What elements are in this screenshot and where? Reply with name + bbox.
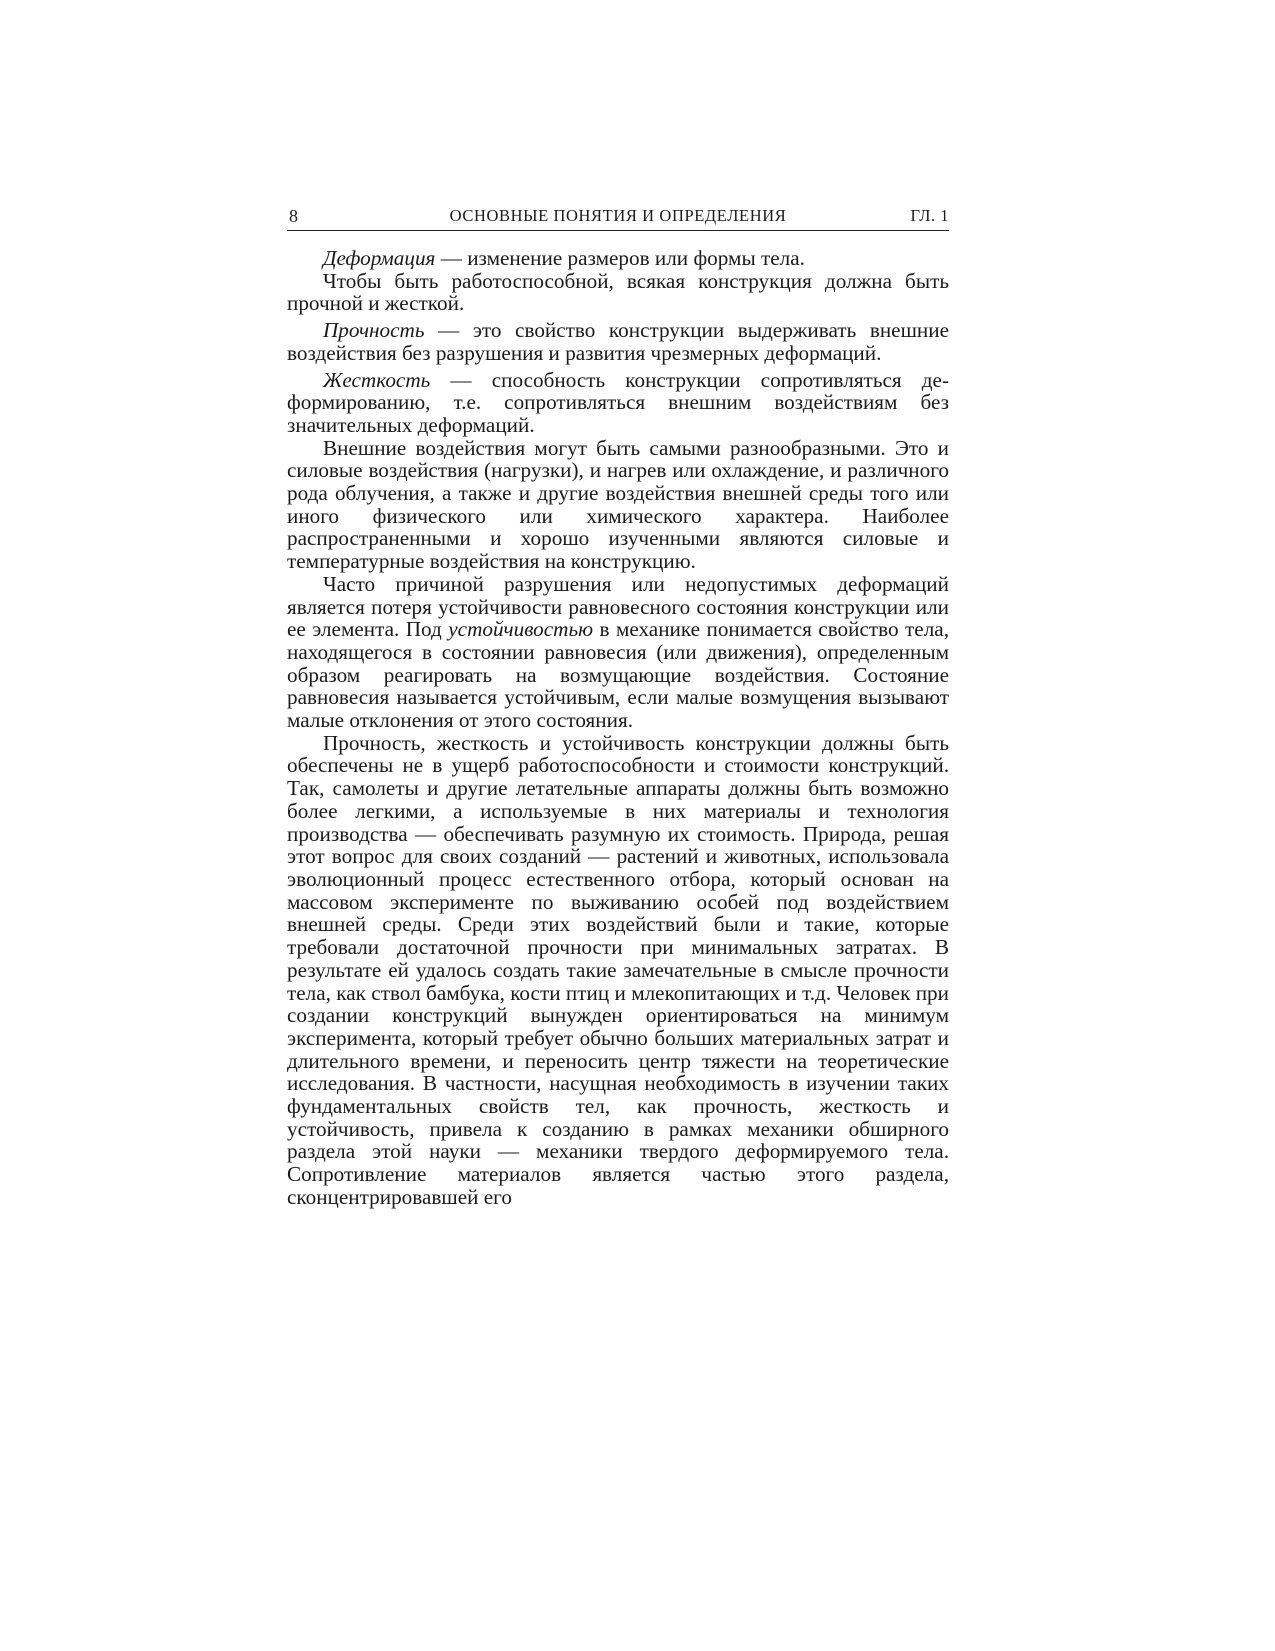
paragraph-deformation (287, 247, 949, 270)
paragraph-stability (287, 573, 949, 732)
paragraph-text: Чтобы быть работоспособной, всякая конструкция должна быть прочной и жесткой. (287, 268, 949, 316)
paragraph-text: — это свойство конструкции выдерживать внешние воздействия без разрушения и развития чрезмерных деформаций. (287, 318, 949, 365)
paragraph-strength (287, 319, 949, 364)
term-stiffness: Жесткость (323, 367, 431, 392)
paragraph-design-requirements (287, 732, 949, 1209)
paragraph-external-effects (287, 437, 949, 573)
paragraph-stiffness (287, 369, 949, 437)
paragraph-workability (287, 270, 949, 315)
paragraph-text: Внешние воздействия могут быть самыми разнообразными. Это и силовые воздействия (нагрузки), и нагрев или охлаждение, и различного рода облучения, а также и другие воздействия внешней среды того или иного физического или химического характера. Наиболее распространенными и хорошо изученными являются силовые и температурные воздействия на конструкцию. (287, 435, 949, 574)
chapter-title: ОСНОВНЫЕ ПОНЯТИЯ И ОПРЕДЕЛЕНИЯ (449, 206, 787, 225)
chapter-label: ГЛ. 1 (910, 206, 949, 225)
body-text (287, 247, 949, 1209)
running-header (287, 205, 949, 231)
term-deformation: Деформация (323, 246, 436, 270)
paragraph-text: Часто причиной разрушения или недопустимых деформаций является потеря устойчивости равновесного состояния конструкции или ее элемента. Под (287, 571, 949, 642)
page-number: 8 (289, 206, 298, 226)
term-strength: Прочность (323, 318, 425, 343)
paragraph-text: в механике понимается свойство тела, находящегося в состоянии равновесия (или движения), определенным образом реагировать на возмущающие воздействия. Состояние равновесия называется устойчивым, если малые возмущения вызывают малые отклонения от этого состояния. (287, 617, 949, 733)
book-page (287, 205, 949, 1209)
paragraph-text: Прочность, жесткость и устойчивость конструкции должны быть обеспечены не в ущерб работоспособности и стоимости конструкций. Так, самолеты и другие летательные аппараты должны быть возможно более легкими, а используемые в них материалы и технология производства — обеспечивать разумную их стоимость. Природа, решая этот вопрос для своих созданий — растений и животных, использовала эволюционный процесс естественного отбора, который основан на массовом эксперименте по выживанию особей под воздействием внешней среды. Среди этих воздействий были и такие, которые требовали достаточной прочности при минимальных затратах. В результате ей удалось создать такие замечательные в смысле прочности тела, как ствол бамбука, кости птиц и млекопитающих и т.д. Человек при создании конструкций вынужден ориентироваться на минимум эксперимента, который требует обычно больших материальных затрат и длительного времени, и переносить центр тяжести на теоретические исследования. В частности, насущная необходимость в изучении таких фундаментальных свойств тел, как прочность, жесткость и устойчивость, привела к созданию в рамках механики обширного раздела этой науки — механики твердого деформируемого тела. Сопротивление материалов является частью этого раздела, сконцентрировавшей его (287, 730, 949, 1209)
paragraph-text: — способность конструкции сопротивляться деформированию, т.е. сопротивляться внешним воздействиям без значительных деформаций. (287, 367, 949, 437)
term-stability: устойчивостью (448, 617, 594, 642)
paragraph-text: — изменение размеров или формы тела. (435, 246, 805, 270)
